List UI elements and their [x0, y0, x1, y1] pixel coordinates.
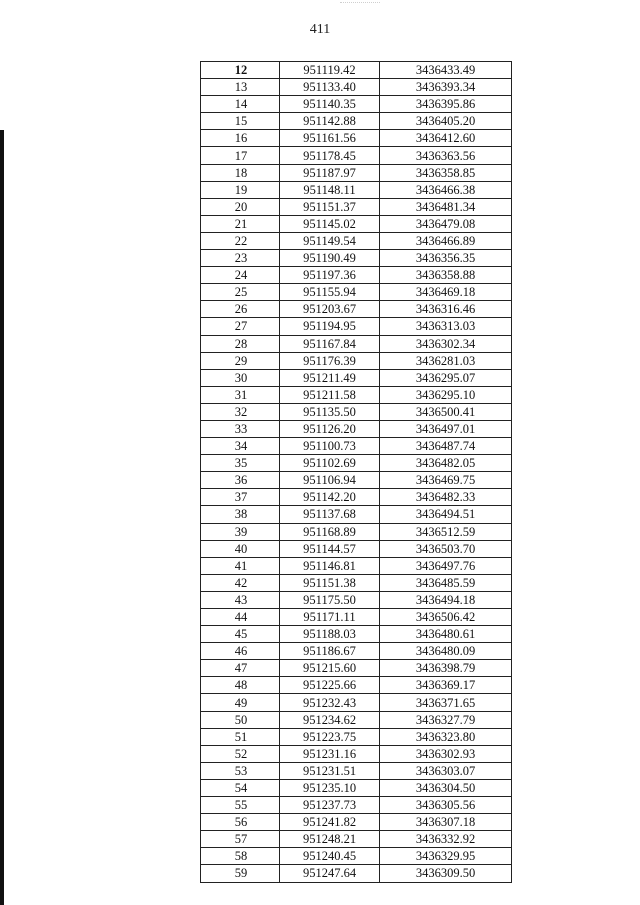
table-row: [201, 506, 512, 523]
x-coordinate-cell: 951171.11: [280, 609, 380, 626]
y-coordinate-cell: 3436494.18: [380, 591, 512, 608]
table-row: [201, 335, 512, 352]
coordinates-table: [200, 61, 512, 883]
x-coordinate-cell: 951215.60: [280, 660, 380, 677]
table-row: [201, 728, 512, 745]
table-row: [201, 181, 512, 198]
table-row: [201, 557, 512, 574]
table-row: [201, 865, 512, 882]
table-row: [201, 455, 512, 472]
point-number-cell: 30: [201, 369, 280, 386]
table-row: [201, 284, 512, 301]
y-coordinate-cell: 3436398.79: [380, 660, 512, 677]
y-coordinate-cell: 3436494.51: [380, 506, 512, 523]
y-coordinate-cell: 3436295.10: [380, 386, 512, 403]
table-row: [201, 711, 512, 728]
y-coordinate-cell: 3436466.89: [380, 232, 512, 249]
x-coordinate-cell: 951225.66: [280, 677, 380, 694]
y-coordinate-cell: 3436304.50: [380, 779, 512, 796]
x-coordinate-cell: 951241.82: [280, 814, 380, 831]
point-number-cell: 40: [201, 540, 280, 557]
y-coordinate-cell: 3436433.49: [380, 62, 512, 79]
point-number-cell: 26: [201, 301, 280, 318]
point-number-cell: 37: [201, 489, 280, 506]
y-coordinate-cell: 3436503.70: [380, 540, 512, 557]
y-coordinate-cell: 3436302.93: [380, 745, 512, 762]
point-number-cell: 54: [201, 779, 280, 796]
point-number-cell: 20: [201, 198, 280, 215]
x-coordinate-cell: 951187.97: [280, 164, 380, 181]
point-number-cell: 46: [201, 643, 280, 660]
x-coordinate-cell: 951140.35: [280, 96, 380, 113]
table-row: [201, 643, 512, 660]
point-number-cell: 14: [201, 96, 280, 113]
y-coordinate-cell: 3436512.59: [380, 523, 512, 540]
stamp-mark: [340, 2, 380, 15]
x-coordinate-cell: 951126.20: [280, 420, 380, 437]
y-coordinate-cell: 3436497.76: [380, 557, 512, 574]
y-coordinate-cell: 3436497.01: [380, 420, 512, 437]
table-row: [201, 130, 512, 147]
scan-edge-bar: [0, 130, 4, 905]
point-number-cell: 22: [201, 232, 280, 249]
y-coordinate-cell: 3436302.34: [380, 335, 512, 352]
table-row: [201, 232, 512, 249]
x-coordinate-cell: 951149.54: [280, 232, 380, 249]
x-coordinate-cell: 951237.73: [280, 797, 380, 814]
point-number-cell: 48: [201, 677, 280, 694]
y-coordinate-cell: 3436303.07: [380, 762, 512, 779]
x-coordinate-cell: 951232.43: [280, 694, 380, 711]
table-row: [201, 420, 512, 437]
y-coordinate-cell: 3436305.56: [380, 797, 512, 814]
x-coordinate-cell: 951178.45: [280, 147, 380, 164]
point-number-cell: 13: [201, 79, 280, 96]
point-number-cell: 53: [201, 762, 280, 779]
y-coordinate-cell: 3436481.34: [380, 198, 512, 215]
point-number-cell: 19: [201, 181, 280, 198]
point-number-cell: 41: [201, 557, 280, 574]
y-coordinate-cell: 3436405.20: [380, 113, 512, 130]
table-row: [201, 438, 512, 455]
y-coordinate-cell: 3436327.79: [380, 711, 512, 728]
table-row: [201, 147, 512, 164]
y-coordinate-cell: 3436313.03: [380, 318, 512, 335]
x-coordinate-cell: 951142.88: [280, 113, 380, 130]
point-number-cell: 23: [201, 250, 280, 267]
table-row: [201, 267, 512, 284]
table-row: [201, 609, 512, 626]
point-number-cell: 34: [201, 438, 280, 455]
point-number-cell: 50: [201, 711, 280, 728]
point-number-cell: 27: [201, 318, 280, 335]
y-coordinate-cell: 3436479.08: [380, 215, 512, 232]
point-number-cell: 24: [201, 267, 280, 284]
table-row: [201, 591, 512, 608]
point-number-cell: 45: [201, 626, 280, 643]
table-row: [201, 626, 512, 643]
table-row: [201, 301, 512, 318]
table-row: [201, 164, 512, 181]
y-coordinate-cell: 3436295.07: [380, 369, 512, 386]
x-coordinate-cell: 951151.37: [280, 198, 380, 215]
x-coordinate-cell: 951186.67: [280, 643, 380, 660]
x-coordinate-cell: 951211.58: [280, 386, 380, 403]
x-coordinate-cell: 951197.36: [280, 267, 380, 284]
x-coordinate-cell: 951203.67: [280, 301, 380, 318]
x-coordinate-cell: 951248.21: [280, 831, 380, 848]
point-number-cell: 21: [201, 215, 280, 232]
table-row: [201, 762, 512, 779]
table-row: [201, 215, 512, 232]
table-row: [201, 113, 512, 130]
x-coordinate-cell: 951194.95: [280, 318, 380, 335]
point-number-cell: 51: [201, 728, 280, 745]
x-coordinate-cell: 951106.94: [280, 472, 380, 489]
table-row: [201, 403, 512, 420]
x-coordinate-cell: 951231.51: [280, 762, 380, 779]
y-coordinate-cell: 3436358.85: [380, 164, 512, 181]
y-coordinate-cell: 3436363.56: [380, 147, 512, 164]
y-coordinate-cell: 3436480.09: [380, 643, 512, 660]
y-coordinate-cell: 3436356.35: [380, 250, 512, 267]
x-coordinate-cell: 951188.03: [280, 626, 380, 643]
x-coordinate-cell: 951240.45: [280, 848, 380, 865]
table-row: [201, 369, 512, 386]
y-coordinate-cell: 3436487.74: [380, 438, 512, 455]
table-row: [201, 814, 512, 831]
y-coordinate-cell: 3436482.33: [380, 489, 512, 506]
x-coordinate-cell: 951100.73: [280, 438, 380, 455]
table-row: [201, 250, 512, 267]
point-number-cell: 18: [201, 164, 280, 181]
y-coordinate-cell: 3436358.88: [380, 267, 512, 284]
y-coordinate-cell: 3436485.59: [380, 574, 512, 591]
table-row: [201, 318, 512, 335]
x-coordinate-cell: 951145.02: [280, 215, 380, 232]
point-number-cell: 42: [201, 574, 280, 591]
table-row: [201, 198, 512, 215]
point-number-cell: 36: [201, 472, 280, 489]
y-coordinate-cell: 3436500.41: [380, 403, 512, 420]
point-number-cell: 56: [201, 814, 280, 831]
point-number-cell: 47: [201, 660, 280, 677]
x-coordinate-cell: 951146.81: [280, 557, 380, 574]
point-number-cell: 35: [201, 455, 280, 472]
table-row: [201, 660, 512, 677]
y-coordinate-cell: 3436466.38: [380, 181, 512, 198]
point-number-cell: 15: [201, 113, 280, 130]
y-coordinate-cell: 3436309.50: [380, 865, 512, 882]
x-coordinate-cell: 951151.38: [280, 574, 380, 591]
point-number-cell: 57: [201, 831, 280, 848]
point-number-cell: 58: [201, 848, 280, 865]
x-coordinate-cell: 951155.94: [280, 284, 380, 301]
y-coordinate-cell: 3436316.46: [380, 301, 512, 318]
y-coordinate-cell: 3436323.80: [380, 728, 512, 745]
y-coordinate-cell: 3436329.95: [380, 848, 512, 865]
point-number-cell: 12: [201, 62, 280, 79]
x-coordinate-cell: 951137.68: [280, 506, 380, 523]
x-coordinate-cell: 951102.69: [280, 455, 380, 472]
point-number-cell: 33: [201, 420, 280, 437]
point-number-cell: 31: [201, 386, 280, 403]
page-number: 411: [309, 22, 331, 37]
table-row: [201, 831, 512, 848]
point-number-cell: 39: [201, 523, 280, 540]
table-row: [201, 848, 512, 865]
y-coordinate-cell: 3436395.86: [380, 96, 512, 113]
x-coordinate-cell: 951223.75: [280, 728, 380, 745]
point-number-cell: 59: [201, 865, 280, 882]
x-coordinate-cell: 951190.49: [280, 250, 380, 267]
point-number-cell: 32: [201, 403, 280, 420]
x-coordinate-cell: 951142.20: [280, 489, 380, 506]
x-coordinate-cell: 951247.64: [280, 865, 380, 882]
y-coordinate-cell: 3436332.92: [380, 831, 512, 848]
table-row: [201, 62, 512, 79]
y-coordinate-cell: 3436506.42: [380, 609, 512, 626]
point-number-cell: 52: [201, 745, 280, 762]
x-coordinate-cell: 951144.57: [280, 540, 380, 557]
point-number-cell: 25: [201, 284, 280, 301]
point-number-cell: 16: [201, 130, 280, 147]
point-number-cell: 29: [201, 352, 280, 369]
y-coordinate-cell: 3436412.60: [380, 130, 512, 147]
x-coordinate-cell: 951175.50: [280, 591, 380, 608]
point-number-cell: 49: [201, 694, 280, 711]
x-coordinate-cell: 951133.40: [280, 79, 380, 96]
x-coordinate-cell: 951231.16: [280, 745, 380, 762]
coordinates-table-body: [201, 62, 512, 883]
table-row: [201, 574, 512, 591]
point-number-cell: 43: [201, 591, 280, 608]
table-row: [201, 779, 512, 796]
point-number-cell: 38: [201, 506, 280, 523]
table-row: [201, 386, 512, 403]
table-row: [201, 523, 512, 540]
x-coordinate-cell: 951119.42: [280, 62, 380, 79]
x-coordinate-cell: 951168.89: [280, 523, 380, 540]
x-coordinate-cell: 951161.56: [280, 130, 380, 147]
point-number-cell: 28: [201, 335, 280, 352]
table-row: [201, 472, 512, 489]
y-coordinate-cell: 3436307.18: [380, 814, 512, 831]
y-coordinate-cell: 3436371.65: [380, 694, 512, 711]
table-row: [201, 694, 512, 711]
x-coordinate-cell: 951167.84: [280, 335, 380, 352]
table-row: [201, 797, 512, 814]
x-coordinate-cell: 951176.39: [280, 352, 380, 369]
table-row: [201, 489, 512, 506]
table-row: [201, 677, 512, 694]
table-row: [201, 540, 512, 557]
point-number-cell: 44: [201, 609, 280, 626]
table-row: [201, 96, 512, 113]
y-coordinate-cell: 3436393.34: [380, 79, 512, 96]
y-coordinate-cell: 3436469.18: [380, 284, 512, 301]
x-coordinate-cell: 951211.49: [280, 369, 380, 386]
table-row: [201, 352, 512, 369]
point-number-cell: 17: [201, 147, 280, 164]
x-coordinate-cell: 951135.50: [280, 403, 380, 420]
y-coordinate-cell: 3436480.61: [380, 626, 512, 643]
x-coordinate-cell: 951234.62: [280, 711, 380, 728]
table-row: [201, 79, 512, 96]
y-coordinate-cell: 3436469.75: [380, 472, 512, 489]
x-coordinate-cell: 951148.11: [280, 181, 380, 198]
y-coordinate-cell: 3436281.03: [380, 352, 512, 369]
y-coordinate-cell: 3436369.17: [380, 677, 512, 694]
point-number-cell: 55: [201, 797, 280, 814]
x-coordinate-cell: 951235.10: [280, 779, 380, 796]
table-row: [201, 745, 512, 762]
y-coordinate-cell: 3436482.05: [380, 455, 512, 472]
